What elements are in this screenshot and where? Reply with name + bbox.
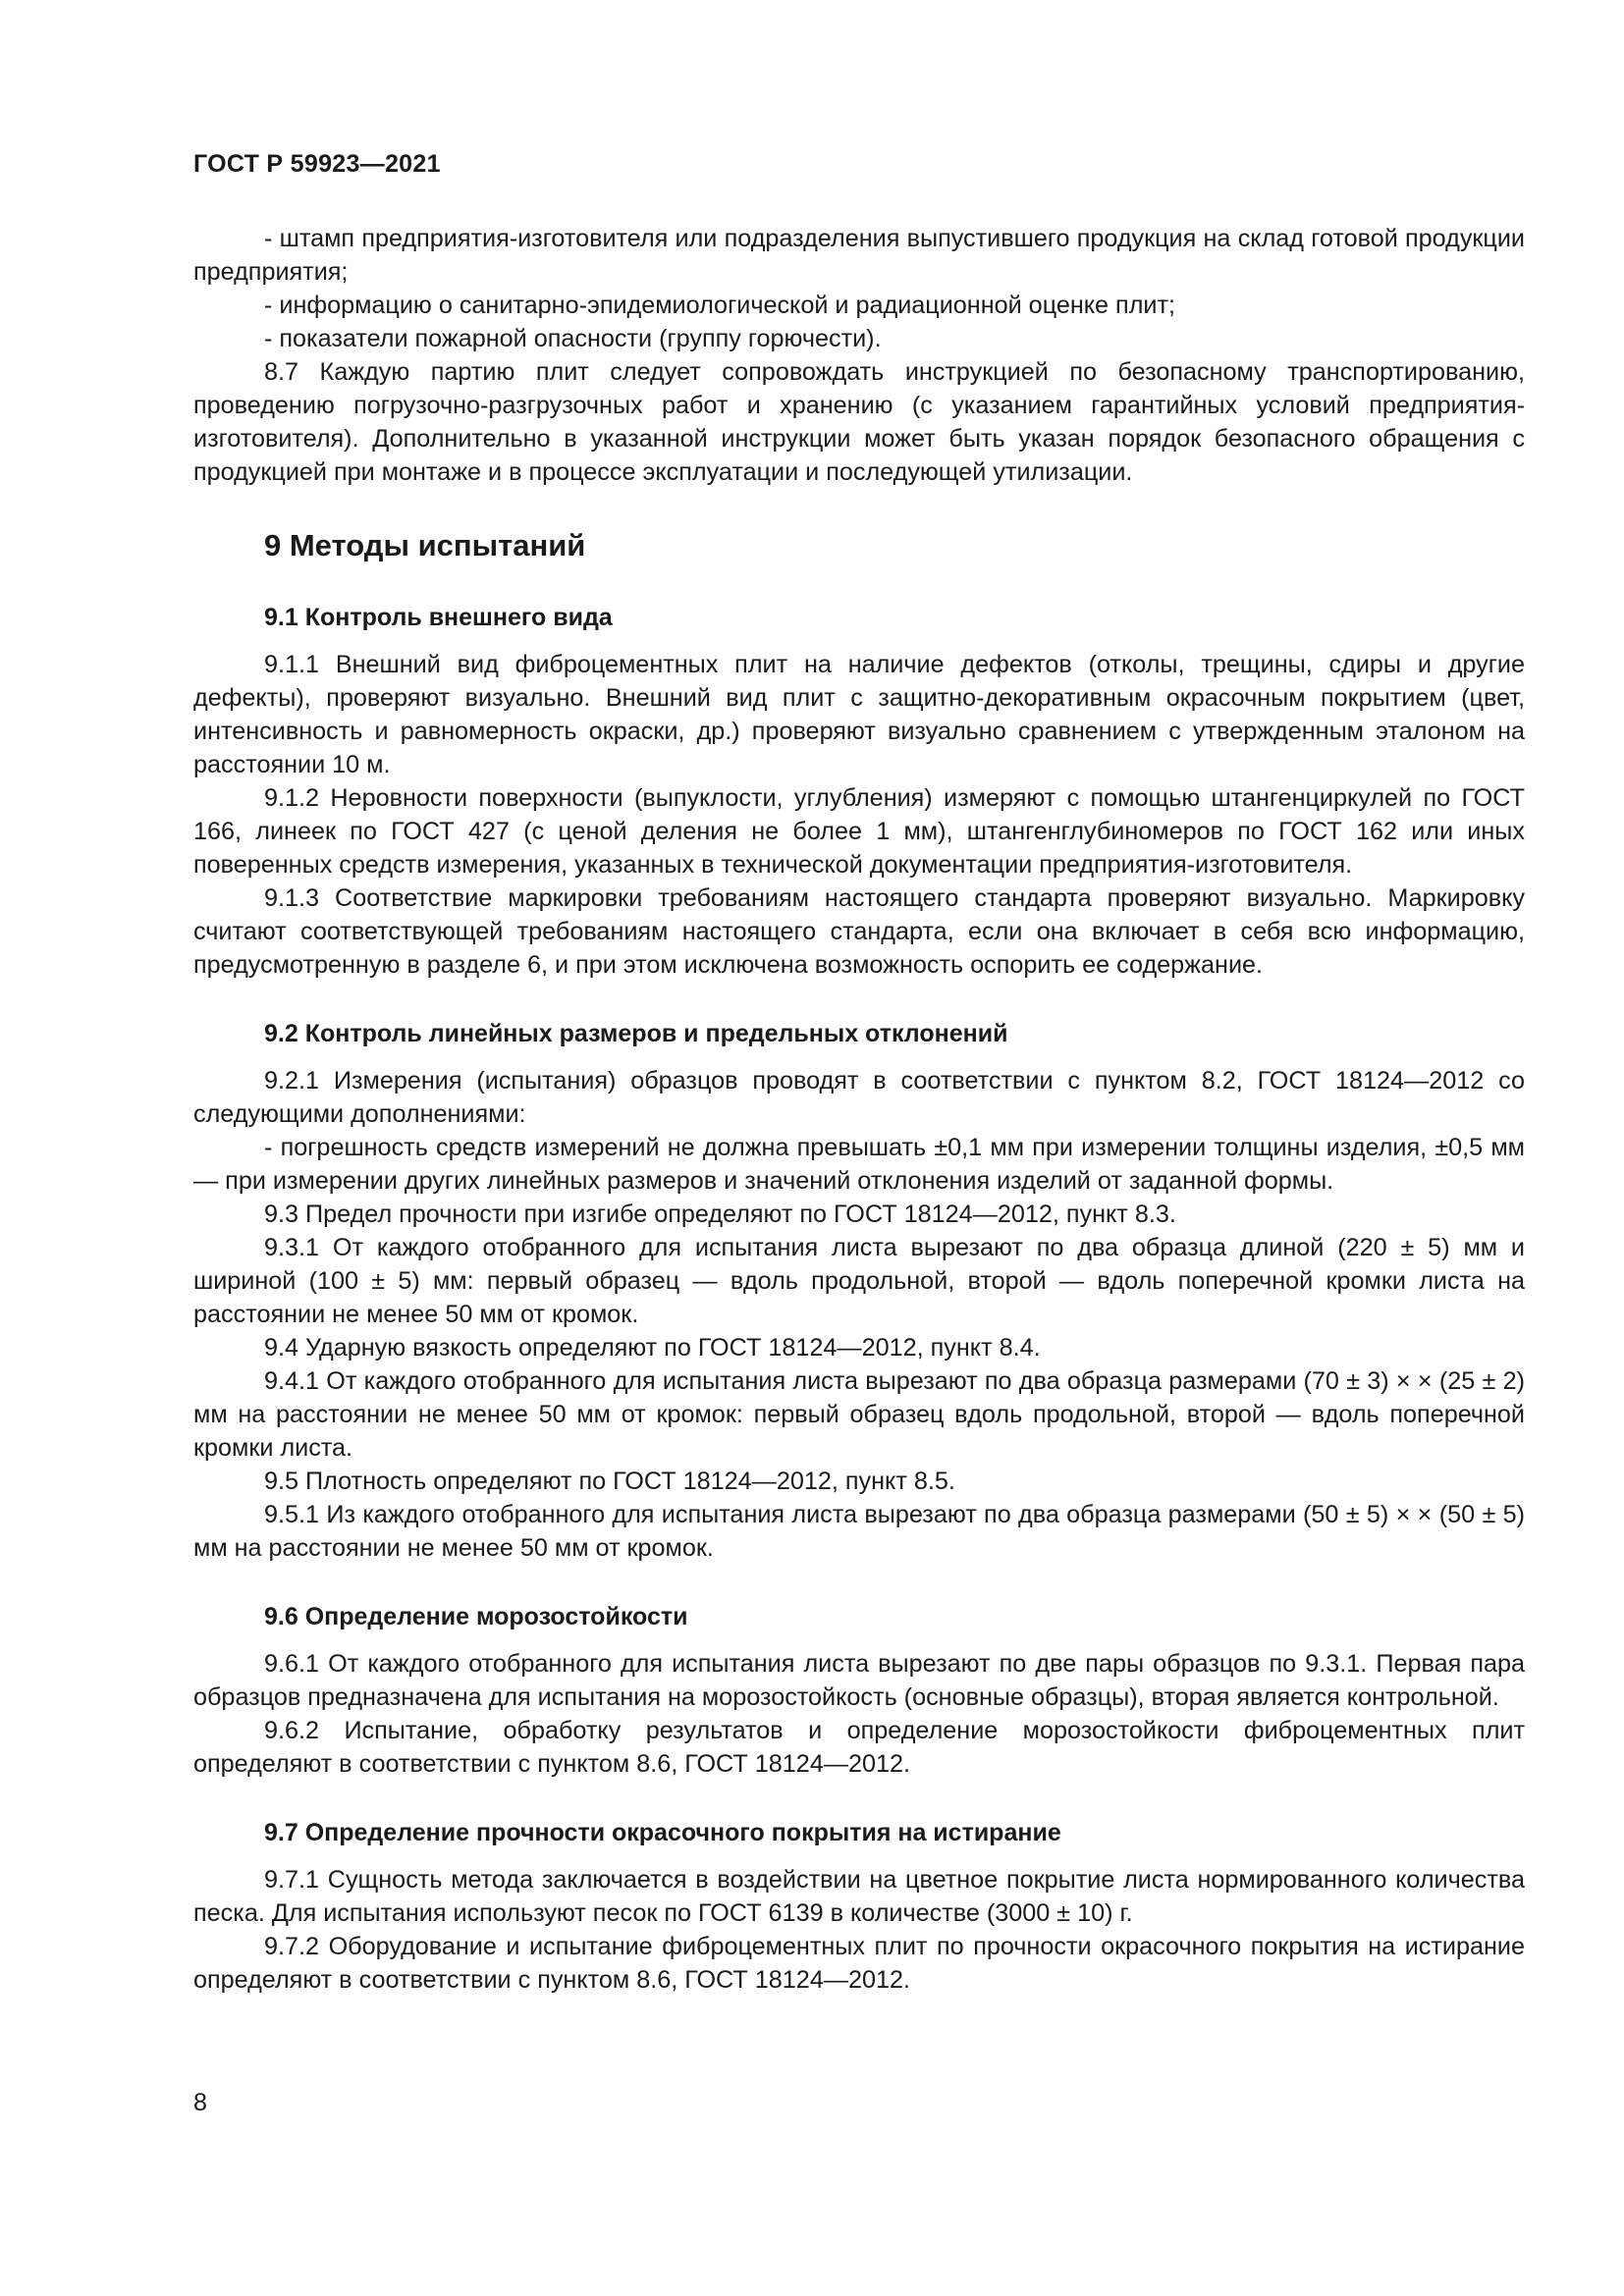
subsection-9-6-title: 9.6 Определение морозостойкости [264,1603,688,1630]
paragraph: 9.7.1 Сущность метода заключается в воздействии на цветное покрытие листа нормированного количества песка. Для испытания используют песок по ГОСТ 6139 в количестве (3000 ± 10) г. [193,1866,1525,1927]
paragraph: 9.3 Предел прочности при изгибе определяют по ГОСТ 18124—2012, пункт 8.3. [264,1201,1176,1228]
paragraph: 9.3.1 От каждого отобранного для испытания листа вырезают по два образца длиной (220 ± 5) мм и шириной (100 ± 5) мм: первый образец — вдоль продольной, второй — вдоль поперечной кромки листа на расстоянии не менее 50 мм от кромок. [193,1234,1525,1328]
subsection-9-7-title: 9.7 Определение прочности окрасочного покрытия на истирание [264,1819,1061,1846]
intro-paragraph: - штамп предприятия-изготовителя или подразделения выпустившего продукция на склад готовой продукции предприятия; [193,225,1525,286]
paragraph: 9.1.1 Внешний вид фиброцементных плит на наличие дефектов (отколы, трещины, сдиры и другие дефекты), проверяют визуально. Внешний вид плит с защитно-декоративным окрасочным покрытием (цвет, интенсивность и равномерность окраски, др.) проверяют визуально сравнением с утвержденным эталоном на расстоянии 10 м. [193,651,1525,778]
paragraph: 9.1.3 Соответствие маркировки требованиям настоящего стандарта проверяют визуально. Маркировку считают соответствующей требованиям настоящего стандарта, если она включает в себя всю информацию, предусмотренную в разделе 6, и при этом исключена возможность оспорить ее содержание. [193,884,1525,979]
paragraph: 9.4 Ударную вязкость определяют по ГОСТ 18124—2012, пункт 8.4. [264,1334,1041,1362]
page-content [193,222,1525,1997]
paragraph: 9.4.1 От каждого отобранного для испытания листа вырезают по два образца размерами (70 ± 3) × × (25 ± 2) мм на расстоянии не менее 50 мм от кромок: первый образец вдоль продольной, второй — вдоль поперечной кромки листа. [193,1367,1525,1462]
intro-paragraph: - информацию о санитарно-эпидемиологической и радиационной оценке плит; [264,292,1176,319]
intro-paragraph: - показатели пожарной опасности (группу горючести). [264,325,882,352]
paragraph: 9.6.2 Испытание, обработку результатов и определение морозостойкости фиброцементных плит определяют в соответствии с пунктом 8.6, ГОСТ 18124—2012. [193,1717,1525,1778]
paragraph: 9.6.1 От каждого отобранного для испытания листа вырезают по две пары образцов по 9.3.1. Первая пара образцов предназначена для испытания на морозостойкость (основные образцы), вторая является контрольной. [193,1650,1525,1711]
subsection-9-1-title: 9.1 Контроль внешнего вида [264,604,613,631]
paragraph: - погрешность средств измерений не должна превышать ±0,1 мм при измерении толщины изделия, ±0,5 мм — при измерении других линейных размеров и значений отклонения изделий от заданной формы. [193,1134,1525,1195]
paragraph: 9.1.2 Неровности поверхности (выпуклости, углубления) измеряют с помощью штангенциркулей по ГОСТ 166, линеек по ГОСТ 427 (с ценой деления не более 1 мм), штангенглубиномеров по ГОСТ 162 или иных поверенных средств измерения, указанных в технической документации предприятия-изготовителя. [193,784,1525,879]
paragraph: 9.5 Плотность определяют по ГОСТ 18124—2012, пункт 8.5. [264,1468,955,1495]
paragraph: 9.2.1 Измерения (испытания) образцов проводят в соответствии с пунктом 8.2, ГОСТ 18124—2012 со следующими дополнениями: [193,1067,1525,1128]
section-9-title: 9 Методы испытаний [264,528,586,562]
standard-header: ГОСТ Р 59923—2021 [193,150,441,178]
paragraph: 9.5.1 Из каждого отобранного для испытания листа вырезают по два образца размерами (50 ± 5) × × (50 ± 5) мм на расстоянии не менее 50 мм от кромок. [193,1501,1525,1562]
page-number: 8 [193,2089,207,2116]
paragraph: 9.7.2 Оборудование и испытание фиброцементных плит по прочности окрасочного покрытия на истирание определяют в соответствии с пунктом 8.6, ГОСТ 18124—2012. [193,1933,1525,1994]
subsection-9-2-title: 9.2 Контроль линейных размеров и предельных отклонений [264,1020,1008,1047]
intro-paragraph: 8.7 Каждую партию плит следует сопровождать инструкцией по безопасному транспортированию, проведению погрузочно-разгрузочных работ и хранению (с указанием гарантийных условий предприятия-изготовителя). Дополнительно в указанной инструкции может быть указан порядок безопасного обращения с продукцией при монтаже и в процессе эксплуатации и последующей утилизации. [193,358,1525,486]
